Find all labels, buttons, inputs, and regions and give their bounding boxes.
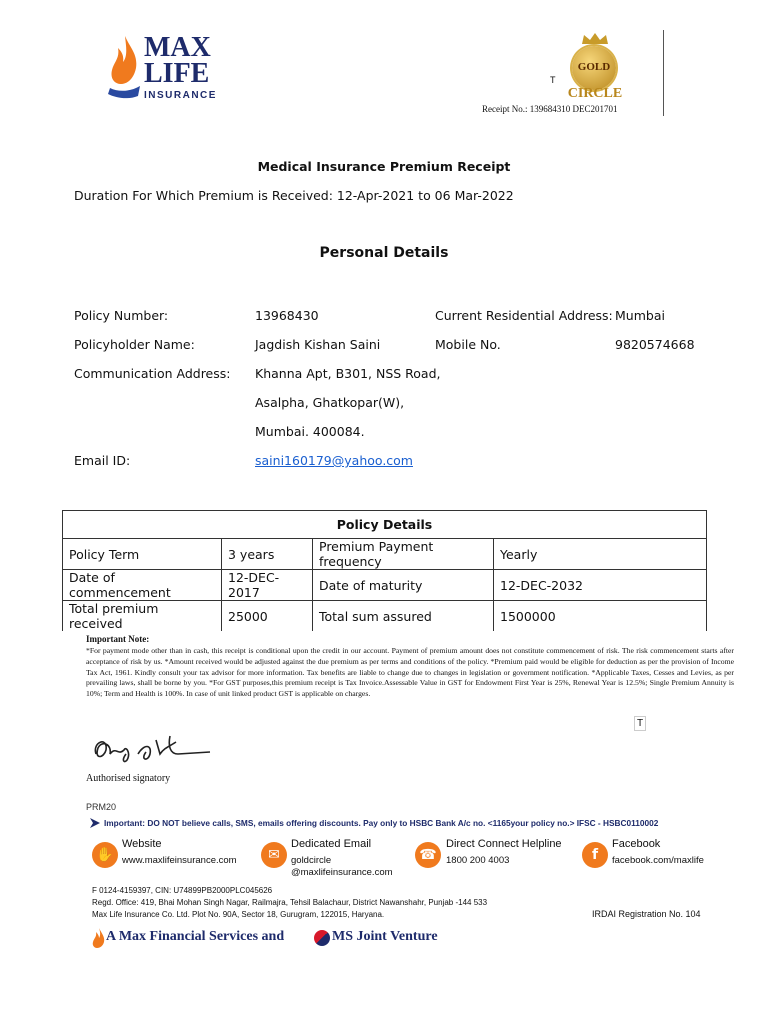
max-life-logo	[108, 34, 218, 104]
email-link[interactable]: saini160179@yahoo.com	[255, 453, 413, 468]
flame-icon	[108, 34, 142, 100]
joint-venture-banner	[92, 926, 472, 952]
contact-website	[92, 838, 252, 878]
table-row	[63, 570, 707, 601]
contact-facebook	[582, 838, 722, 878]
contact-value: 1800 200 4003	[446, 855, 510, 866]
section-title-personal: Personal Details	[319, 245, 449, 261]
contact-label: Direct Connect Helpline	[446, 838, 562, 850]
signature-image	[86, 724, 216, 770]
table-cell: 25000	[222, 601, 313, 632]
mobile-label: Mobile No.	[435, 337, 501, 352]
facebook-link[interactable]: facebook.com/maxlife	[612, 855, 704, 866]
document-title: Medical Insurance Premium Receipt	[257, 159, 511, 174]
note-marker: T	[634, 716, 646, 731]
mobile-value: 9820574668	[615, 337, 695, 352]
badge-marker: T	[550, 75, 556, 85]
address-value: Mumbai	[615, 308, 665, 323]
contact-value-2: @maxlifeinsurance.com	[291, 867, 393, 878]
comm-address-label: Communication Address:	[74, 366, 231, 381]
logo-life: LIFE	[144, 58, 210, 89]
duration-line: Duration For Which Premium is Received: 12-Apr-2021 to 06 Mar-2022	[74, 188, 514, 203]
holder-label: Policyholder Name:	[74, 337, 195, 352]
prm-code: PRM20	[86, 802, 117, 812]
jv-text-part2: MS Joint Venture	[332, 929, 438, 944]
table-cell: Date of maturity	[313, 570, 494, 601]
table-row	[63, 601, 707, 632]
table-cell: 12-DEC-2017	[222, 570, 313, 601]
table-cell: Yearly	[494, 539, 707, 570]
max-flame-icon	[92, 928, 106, 950]
contact-label: Dedicated Email	[291, 838, 372, 850]
contact-helpline	[415, 838, 585, 878]
table-cell: 1500000	[494, 601, 707, 632]
facebook-icon: f	[582, 842, 608, 868]
receipt-number: Receipt No.: 139684310 DEC201701	[482, 104, 618, 114]
comm-address-line1: Khanna Apt, B301, NSS Road,	[255, 366, 441, 381]
phone-icon: ☎	[415, 842, 441, 868]
table-row	[63, 539, 707, 570]
comm-address-line3: Mumbai. 400084.	[255, 424, 365, 439]
address-label: Current Residential Address:	[435, 308, 613, 323]
badge-gold-text: GOLD	[577, 61, 611, 73]
logo-max: MAX	[144, 32, 211, 63]
table-cell: Date of commencement	[63, 570, 222, 601]
gold-circle-badge	[560, 32, 630, 102]
contact-email	[261, 838, 411, 878]
note-body: *For payment mode other than in cash, this receipt is conditional upon the credit in our account. Payment of premium amount does not constitute commencement of risk. The risk commencement starts after acceptance of risk by us. *Amount received would be adjusted against the due premium as per terms and conditions of the policy. *Premium paid would be eligible for deduction as per the provision of Income Tax Act, 1961. Kindly consult your tax advisor for more information. Tax benefits are liable to change due to changes in legislation or government notification. *Applicable Taxes, Cesses and Levies, as per prevailing laws, shall be borne by you. *For GST purposes,this premium receipt is Tax Invoice.Assessable Value in GST for Endowment First Year is 25%, Renewal Year is 12.5%; Single Premium Annuity is 10%; Term and Health is 100%. In case of unit linked product GST is applicable on charges.	[86, 646, 734, 699]
footer-line2: Regd. Office: 419, Bhai Mohan Singh Nagar, Railmajra, Tehsil Balachaur, District Nawanshahr, Punjab -144 533	[92, 898, 488, 907]
table-cell: Premium Payment frequency	[313, 539, 494, 570]
table-cell: Total premium received	[63, 601, 222, 632]
crown-icon	[580, 32, 610, 46]
table-cell: Policy Term	[63, 539, 222, 570]
warning-text: Important: DO NOT believe calls, SMS, emails offering discounts. Pay only to HSBC Bank A/c no. <1165your policy no.> IFSC - HSBC0110002	[104, 818, 659, 828]
badge-circle-text: CIRCLE	[567, 86, 623, 101]
comm-address-line2: Asalpha, Ghatkopar(W),	[255, 395, 405, 410]
email-label: Email ID:	[74, 453, 131, 468]
ms-logo-icon	[314, 930, 330, 946]
header-divider	[663, 30, 664, 116]
envelope-icon: ✉	[261, 842, 287, 868]
footer-line3: Max Life Insurance Co. Ltd. Plot No. 90A, Sector 18, Gurugram, 122015, Haryana.	[92, 910, 385, 919]
contact-label: Facebook	[612, 838, 661, 850]
footer-line1: F 0124-4159397, CIN: U74899PB2000PLC045626	[92, 886, 273, 895]
policy-number-value: 13968430	[255, 308, 319, 323]
website-link[interactable]: www.maxlifeinsurance.com	[122, 855, 237, 866]
arrow-icon	[89, 817, 101, 829]
logo-insurance: INSURANCE	[144, 90, 217, 101]
policy-details-title: Policy Details	[63, 511, 707, 539]
note-heading: Important Note:	[86, 634, 150, 644]
table-cell: 3 years	[222, 539, 313, 570]
policy-number-label: Policy Number:	[74, 308, 169, 323]
irdai-registration: IRDAI Registration No. 104	[592, 909, 701, 919]
table-cell: Total sum assured	[313, 601, 494, 632]
contact-value: goldcircle	[291, 855, 332, 866]
contact-label: Website	[122, 838, 162, 850]
hand-icon: ✋	[92, 842, 118, 868]
table-cell: 12-DEC-2032	[494, 570, 707, 601]
signatory-label: Authorised signatory	[86, 773, 171, 784]
policy-details-table	[62, 510, 707, 631]
holder-value: Jagdish Kishan Saini	[255, 337, 381, 352]
jv-text-part1: A Max Financial Services and	[106, 929, 285, 944]
